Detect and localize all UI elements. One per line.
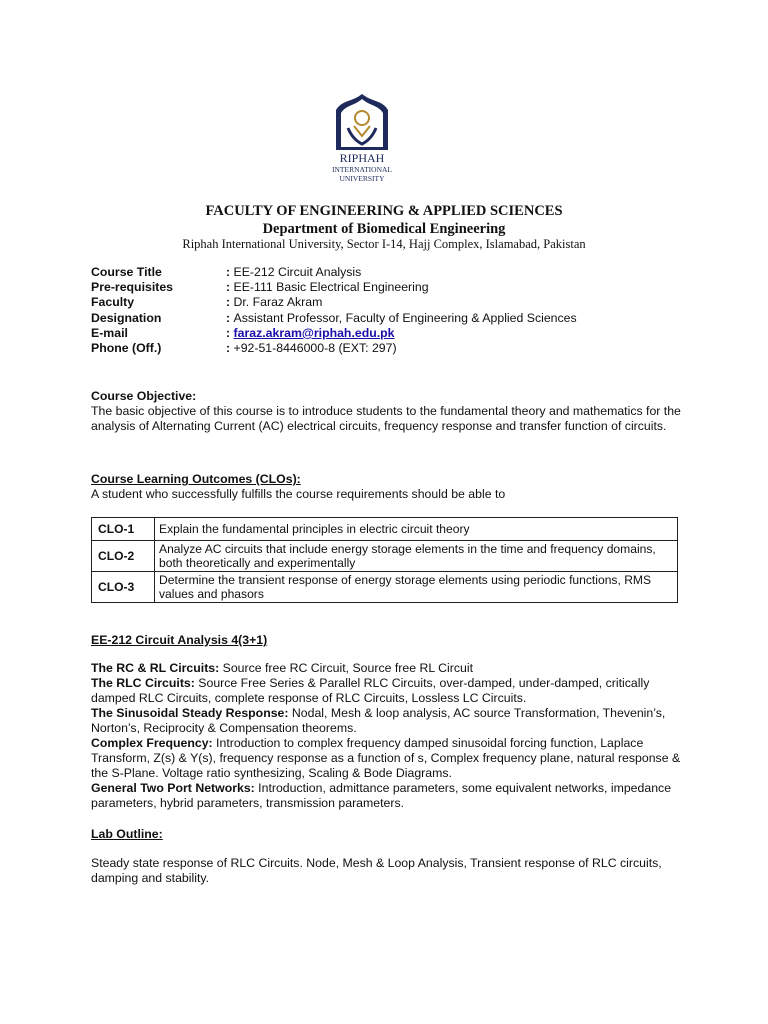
topic-title: The RC & RL Circuits: (91, 661, 220, 675)
clo-id: CLO-3 (92, 572, 155, 603)
clo-intro: A student who successfully fulfills the course requirements should be able to (91, 487, 506, 501)
clo-text: Determine the transient response of energy storage elements using periodic functions, RMS values and phasors (155, 572, 678, 603)
topic-text: Source Free Series & Parallel RLC Circuits, over-damped, under-damped, critically damped RLC Circuits, complete response of RLC Circuits, Lossless LC Circuits. (91, 676, 650, 705)
info-value: EE-111 Basic Electrical Engineering (233, 280, 429, 295)
topic-text: Introduction, admittance parameters, some equivalent networks, impedance parameters, hybrid parameters, transmission parameters. (91, 781, 672, 810)
topic-title: General Two Port Networks: (91, 781, 255, 795)
objective-heading: Course Objective: (91, 389, 197, 403)
faculty-title: FACULTY OF ENGINEERING & APPLIED SCIENCES (205, 203, 563, 219)
clo-id: CLO-2 (92, 541, 155, 572)
topic-title: The Sinusoidal Steady Response: (91, 706, 289, 720)
course-objective (91, 389, 691, 434)
info-value: EE-212 Circuit Analysis (233, 265, 362, 279)
topic-title: The RLC Circuits: (91, 676, 195, 690)
info-value: +92-51-8446000-8 (EXT: 297) (233, 341, 397, 356)
topic-text: Nodal, Mesh & loop analysis, AC source Transformation, Thevenin’s, Norton’s, Reciprocity & Compensation theorems. (91, 706, 666, 735)
info-label: Phone (Off.) (91, 341, 162, 356)
info-value: Dr. Faraz Akram (233, 295, 323, 310)
table-row (92, 518, 678, 541)
list-item (91, 676, 691, 706)
info-label: Faculty (91, 295, 135, 310)
lab-text: Steady state response of RLC Circuits. Node, Mesh & Loop Analysis, Transient response of RLC circuits, damping and stability. (91, 856, 662, 885)
email-link[interactable]: faraz.akram@riphah.edu.pk (233, 325, 395, 340)
list-item (91, 781, 691, 811)
syllabus-topics (91, 661, 691, 811)
syllabus-heading: EE-212 Circuit Analysis 4(3+1) (91, 633, 268, 647)
list-item (91, 736, 691, 781)
topic-title: Complex Frequency: (91, 736, 213, 750)
info-row-course-title: Course Title : EE-212 Circuit Analysis (91, 265, 362, 279)
info-label: E-mail (91, 325, 128, 340)
info-label: Course Title (91, 265, 162, 279)
lab-heading: Lab Outline: (91, 827, 163, 841)
riphah-emblem-icon (322, 92, 402, 188)
clo-table (91, 517, 678, 603)
logo-name: RIPHAH (339, 151, 385, 165)
clo-text: Explain the fundamental principles in electric circuit theory (155, 518, 678, 541)
logo-line2: INTERNATIONAL (332, 165, 392, 174)
logo-line3: UNIVERSITY (339, 174, 385, 183)
clo-heading: Course Learning Outcomes (CLOs): (91, 472, 301, 486)
clo-section (91, 472, 691, 502)
course-info (91, 265, 577, 356)
info-value: Assistant Professor, Faculty of Engineering & Applied Sciences (233, 310, 577, 325)
list-item (91, 706, 691, 736)
department-title: Department of Biomedical Engineering (262, 221, 506, 237)
info-row-phone: Phone (Off.) : +92-51-8446000-8 (EXT: 297) (91, 341, 397, 356)
info-row-designation: Designation : Assistant Professor, Faculty of Engineering & Applied Sciences (91, 310, 577, 325)
info-row-prerequisites: Pre-requisites : EE-111 Basic Electrical Engineering (91, 280, 429, 295)
riphah-logo (322, 92, 402, 188)
table-row (92, 572, 678, 603)
clo-text: Analyze AC circuits that include energy storage elements in the time and frequency domains, both theoretically and experimentally (155, 541, 678, 572)
list-item (91, 661, 691, 676)
topic-text: Source free RC Circuit, Source free RL Circuit (219, 661, 473, 675)
topic-text: Introduction to complex frequency damped sinusoidal forcing function, Laplace Transform, Z(s) & Y(s), frequency response as a function of s, Complex frequency plane, natural response & the S-Plane. Voltage ratio synthesizing, Scaling & Bode Diagrams. (91, 736, 681, 780)
table-row (92, 541, 678, 572)
objective-text: The basic objective of this course is to introduce students to the fundamental theory and mathematics for the analysis of Alternating Current (AC) electrical circuits, frequency response and transfer function of circuits. (91, 404, 681, 433)
info-row-email: E-mail : faraz.akram@riphah.edu.pk (91, 325, 395, 340)
clo-id: CLO-1 (92, 518, 155, 541)
info-label: Pre-requisites (91, 280, 174, 295)
info-row-faculty: Faculty : Dr. Faraz Akram (91, 295, 323, 310)
university-address: Riphah International University, Sector I-14, Hajj Complex, Islamabad, Pakistan (182, 237, 586, 251)
info-label: Designation (91, 310, 162, 325)
